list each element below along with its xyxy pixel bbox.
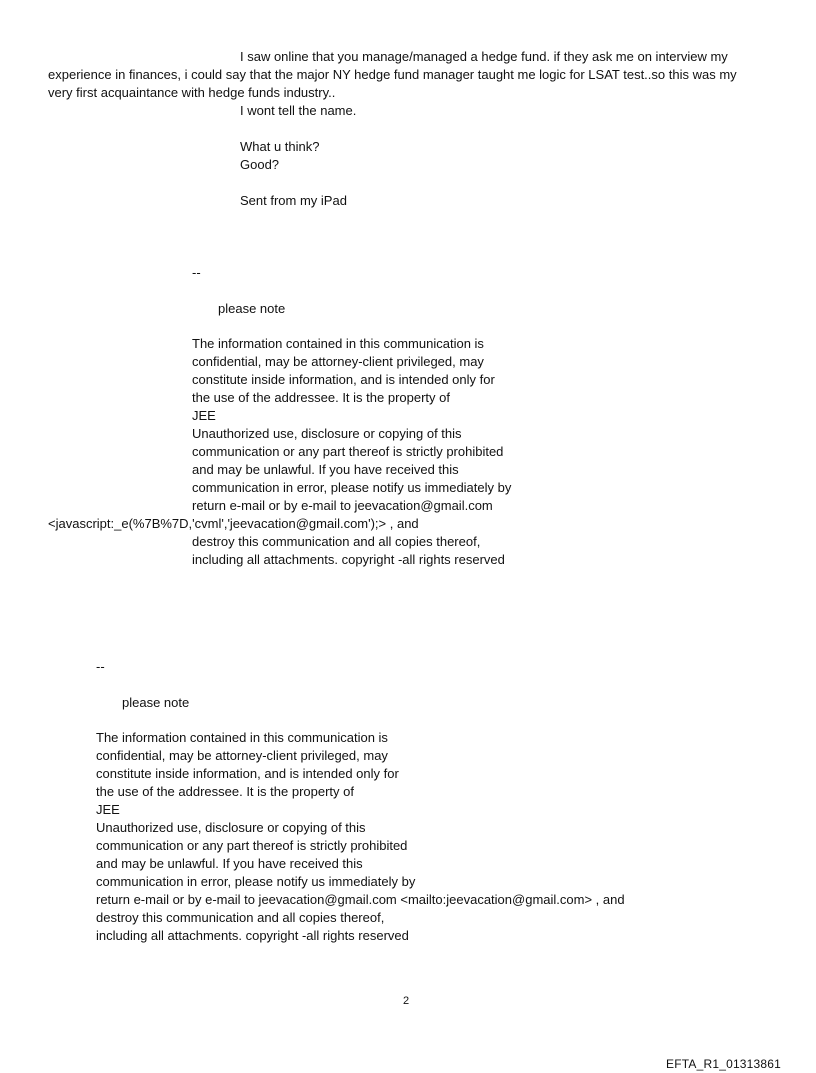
disclaimer-line: destroy this communication and all copies thereof, <box>96 910 385 925</box>
disclaimer-line: including all attachments. copyright -all rights reserved <box>192 552 505 567</box>
disclaimer-line: confidential, may be attorney-client privileged, may <box>192 354 484 369</box>
disclaimer-line: communication in error, please notify us immediately by <box>96 874 416 889</box>
separator: -- <box>192 265 201 280</box>
message-line: What u think? <box>240 139 320 154</box>
message-line: experience in finances, i could say that the major NY hedge fund manager taught me logic for LSAT test..so this was my <box>48 67 737 82</box>
message-line: Good? <box>240 157 280 172</box>
message-line: very first acquaintance with hedge funds industry.. <box>48 85 336 100</box>
disclaimer-line: and may be unlawful. If you have received this <box>192 462 459 477</box>
disclaimer-line: the use of the addressee. It is the property of <box>192 390 450 405</box>
document-id: EFTA_R1_01313861 <box>666 1057 782 1071</box>
message-line: I saw online that you manage/managed a hedge fund. if they ask me on interview my <box>240 49 728 64</box>
disclaimer-line: JEE <box>96 802 120 817</box>
disclaimer-line: including all attachments. copyright -all rights reserved <box>96 928 409 943</box>
note-heading: please note <box>218 301 286 316</box>
disclaimer-line: The information contained in this communication is <box>96 730 388 745</box>
disclaimer-line: communication or any part thereof is strictly prohibited <box>96 838 408 853</box>
javascript-link[interactable]: <javascript:_e(%7B%7D,'cvml','jeevacation@gmail.com');> , and <box>48 516 419 531</box>
disclaimer-line: constitute inside information, and is intended only for <box>96 766 399 781</box>
disclaimer-line: return e-mail or by e-mail to jeevacation@gmail.com <box>192 498 493 513</box>
disclaimer-line: communication or any part thereof is strictly prohibited <box>192 444 504 459</box>
disclaimer-line: the use of the addressee. It is the property of <box>96 784 354 799</box>
mailto-link-line[interactable]: return e-mail or by e-mail to jeevacation@gmail.com <mailto:jeevacation@gmail.com> , and <box>96 892 625 907</box>
disclaimer-line: JEE <box>192 408 216 423</box>
disclaimer-line: The information contained in this communication is <box>192 336 484 351</box>
disclaimer-line: confidential, may be attorney-client privileged, may <box>96 748 388 763</box>
separator: -- <box>96 659 105 674</box>
disclaimer-line: communication in error, please notify us immediately by <box>192 480 512 495</box>
message-line: I wont tell the name. <box>240 103 357 118</box>
signature-line: Sent from my iPad <box>240 193 347 208</box>
disclaimer-line: constitute inside information, and is intended only for <box>192 372 495 387</box>
disclaimer-line: Unauthorized use, disclosure or copying of this <box>96 820 366 835</box>
page-number: 2 <box>403 995 410 1007</box>
disclaimer-line: Unauthorized use, disclosure or copying of this <box>192 426 462 441</box>
note-heading: please note <box>122 695 190 710</box>
disclaimer-line: and may be unlawful. If you have received this <box>96 856 363 871</box>
disclaimer-line: destroy this communication and all copies thereof, <box>192 534 481 549</box>
